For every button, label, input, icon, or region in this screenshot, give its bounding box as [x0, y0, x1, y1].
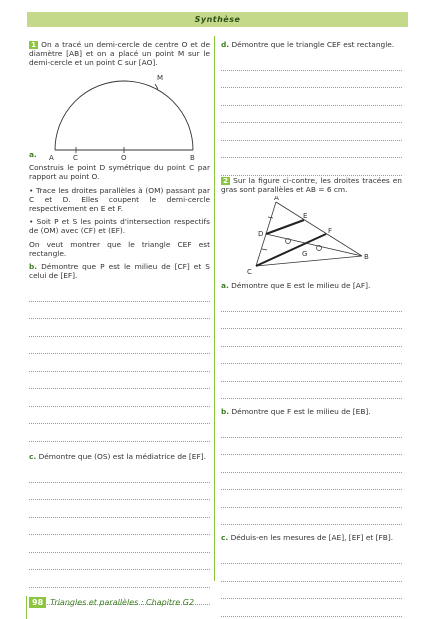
ex2-intro: 2 Sur la figure ci-contre, les droites tracées en gras sont parallèles et AB = 6 cm. — [221, 176, 402, 195]
ex1-intro: 1 On a tracé un demi-cercle de centre O et de diamètre [AB] et on a placé un point M sur le demi-cercle et un point C sur [AO]. — [29, 40, 210, 68]
footer-rule — [26, 596, 27, 619]
chapter-title: Triangles et parallèles : Chapitre G2 — [50, 598, 195, 607]
ex1-part-d — [221, 40, 402, 176]
ex2-b: b. Démontre que F est le milieu de [EB]. — [221, 407, 371, 417]
section-header — [27, 12, 408, 27]
ex2-a: a. Démontre que E est le milieu de [AF]. — [221, 281, 371, 290]
ex1-d: d. Démontre que le triangle CEF est rectangle. — [221, 40, 395, 49]
triangle-figure — [240, 196, 375, 276]
ex2-c: c. Déduis-en les mesures de [AE], [EF] et [FB]. — [221, 533, 394, 543]
page-footer — [29, 597, 194, 608]
answer-lines-2c[interactable] — [221, 547, 402, 617]
ex1-a-text2: • Trace les droites parallèles à (OM) passant par C et D. Elles coupent le demi-cercle respectivement en E et F. — [29, 185, 210, 214]
exercise-1 — [29, 40, 210, 72]
answer-lines-1d[interactable] — [221, 53, 402, 176]
page-number: 98 — [29, 597, 46, 608]
label-A: A — [49, 154, 54, 162]
ex1-a-label: a. — [29, 150, 37, 159]
label-C2: C — [247, 268, 252, 276]
label-E: E — [303, 212, 308, 220]
ex1-number: 1 — [31, 40, 37, 49]
ex1-part-a — [29, 150, 210, 605]
answer-lines-1b[interactable] — [29, 284, 210, 442]
section-title: Synthèse — [194, 15, 241, 24]
ex2-number: 2 — [223, 176, 229, 185]
label-M: M — [157, 74, 164, 82]
ex1-a-text3: • Soit P et S les points d'intersection respectifs de (OM) avec (CF) et (EF). — [29, 217, 210, 236]
label-D: D — [258, 230, 264, 238]
answer-lines-2b[interactable] — [221, 420, 402, 525]
label-G: G — [302, 250, 308, 258]
ex1-b: b. Démontre que P est le milieu de [CF] et S celui de [EF]. — [29, 262, 210, 281]
label-B2: B — [364, 253, 369, 261]
label-O: O — [121, 154, 127, 162]
label-F: F — [328, 227, 333, 235]
answer-lines-1c[interactable] — [29, 465, 210, 605]
ex1-a-text4: On veut montrer que le triangle CEF est rectangle. — [29, 239, 210, 258]
ex1-a-text1: Construis le point D symétrique du point C par rapport au point O. — [29, 163, 210, 182]
column-divider — [214, 36, 215, 581]
label-C: C — [73, 154, 78, 162]
ex1-c: c. Démontre que (OS) est la médiatrice de [EF]. — [29, 451, 206, 461]
label-B: B — [190, 154, 195, 162]
label-A2: A — [274, 196, 279, 202]
ex2-parts — [221, 281, 402, 617]
answer-lines-2a[interactable] — [221, 294, 402, 399]
